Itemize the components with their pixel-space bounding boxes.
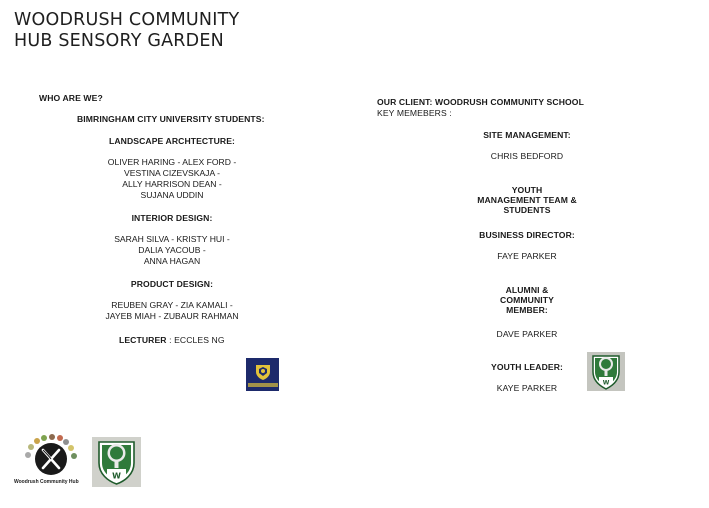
business-heading: BUSINESS DIRECTOR:: [479, 230, 575, 240]
svg-text:W: W: [602, 379, 610, 387]
interior-heading: INTERIOR DESIGN:: [131, 213, 213, 223]
heading-line: ALUMNI &: [505, 285, 549, 295]
title-line-2: HUB SENSORY GARDEN: [14, 31, 224, 51]
landscape-heading: LANDSCAPE ARCHTECTURE:: [108, 136, 235, 146]
name-line: JAYEB MIAH - ZUBAUR RAHMAN: [105, 311, 239, 321]
heading-line: STUDENTS: [503, 205, 551, 215]
school-crest-icon: [92, 437, 141, 487]
who-heading: WHO ARE WE?: [39, 93, 103, 103]
title-line-1: WOODRUSH COMMUNITY: [14, 10, 240, 30]
hub-caption: Woodrush Community Hub: [14, 479, 79, 485]
heading-line: MEMBER:: [506, 305, 548, 315]
heading-line: MANAGEMENT TEAM &: [477, 195, 577, 205]
name-line: ALLY HARRISON DEAN -: [122, 179, 222, 189]
interior-section: [98, 213, 246, 267]
name-line: SARAH SILVA - KRISTY HUI -: [114, 234, 230, 244]
heading-line: YOUTH: [511, 185, 543, 195]
landscape-names: [98, 157, 246, 201]
product-section: [98, 279, 246, 322]
university-crest-icon: [246, 358, 279, 391]
lecturer-name: : ECCLES NG: [169, 335, 225, 345]
page-title: [14, 10, 344, 52]
students-heading: BIMRINGHAM CITY UNIVERSITY STUDENTS:: [77, 114, 265, 124]
name-line: OLIVER HARING - ALEX FORD -: [107, 157, 237, 167]
alumni-heading: [462, 285, 592, 315]
name-line: SUJANA UDDIN: [140, 190, 204, 200]
name-line: DALIA YACOUB -: [138, 245, 206, 255]
youth-leader-name: KAYE PARKER: [496, 383, 558, 393]
business-section: [462, 230, 592, 261]
client-heading: OUR CLIENT: WOODRUSH COMMUNITY SCHOOL: [377, 97, 584, 107]
product-heading: PRODUCT DESIGN:: [130, 279, 214, 289]
youth-leader-section: [462, 362, 592, 393]
interior-names: [98, 234, 246, 267]
name-line: REUBEN GRAY - ZIA KAMALI -: [111, 300, 233, 310]
landscape-section: [98, 136, 246, 201]
lecturer-label: LECTURER: [119, 335, 167, 345]
site-heading: SITE MANAGEMENT:: [483, 130, 571, 140]
lecturer-line: [119, 335, 225, 345]
youth-leader-heading: YOUTH LEADER:: [491, 362, 563, 372]
key-members-label: KEY MEMEBERS :: [377, 108, 452, 118]
alumni-name: DAVE PARKER: [496, 329, 558, 339]
name-line: ANNA HAGAN: [143, 256, 201, 266]
heading-line: COMMUNITY: [500, 295, 554, 305]
youth-team-heading: [462, 185, 592, 215]
svg-text:W: W: [112, 471, 121, 481]
name-line: VESTINA CIZEVSKAJA -: [124, 168, 220, 178]
site-section: [462, 130, 592, 161]
school-crest-icon: [587, 352, 625, 391]
business-name: FAYE PARKER: [497, 251, 557, 261]
product-names: [98, 300, 246, 322]
site-name: CHRIS BEDFORD: [490, 151, 564, 161]
